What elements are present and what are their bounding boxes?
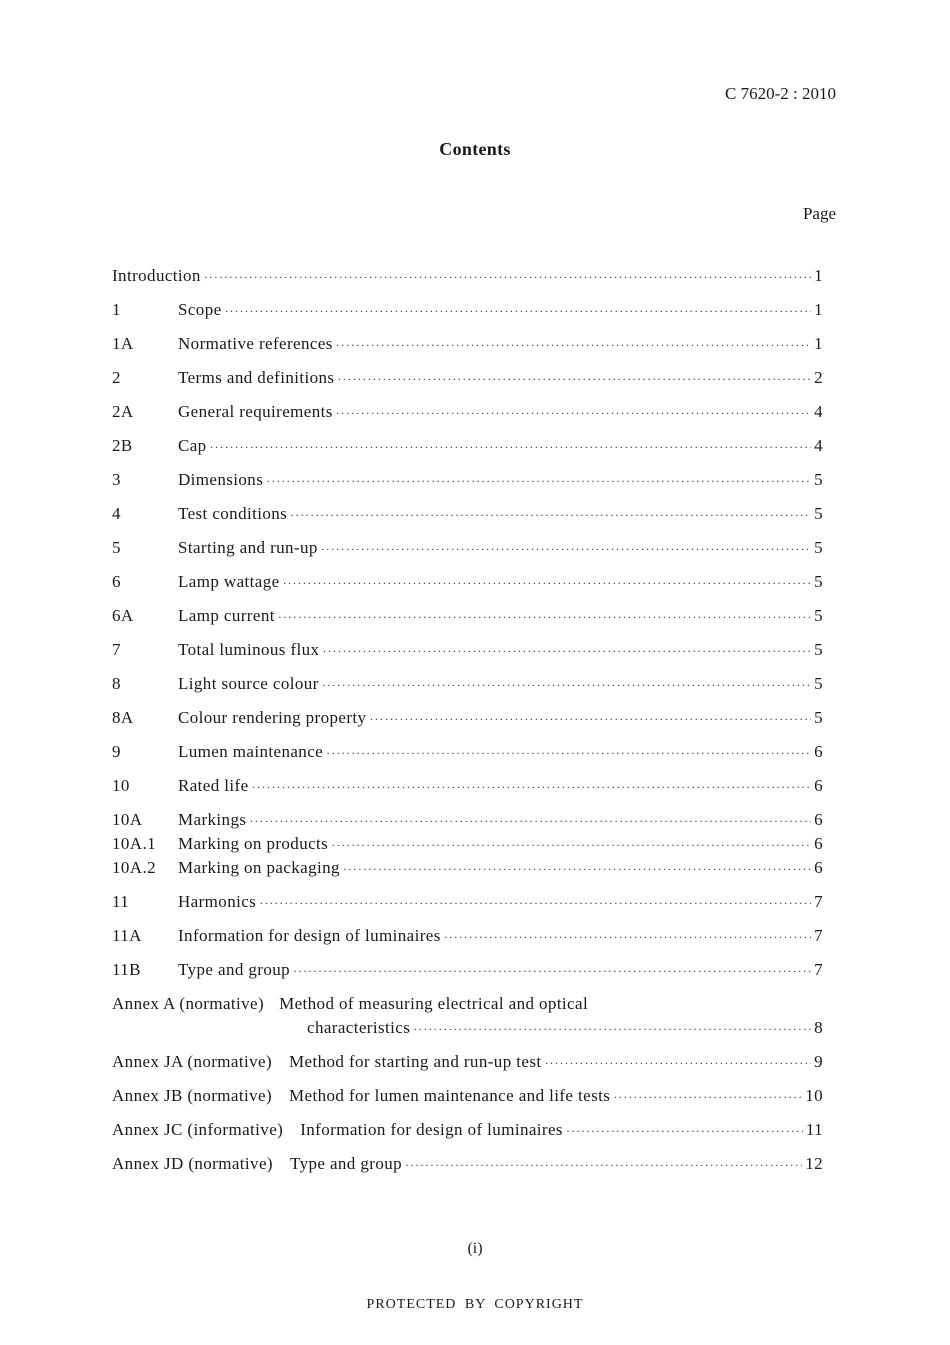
toc-page: 4 (814, 402, 823, 421)
toc-page: 5 (814, 538, 823, 557)
dot-leader (337, 367, 811, 391)
dot-leader (322, 639, 811, 663)
toc-number: 11B (112, 960, 141, 979)
toc-page: 7 (814, 960, 823, 979)
toc-number: 2A (112, 402, 134, 421)
annex-title: Information for design of luminaires (300, 1120, 563, 1139)
toc-entry[interactable] (112, 536, 823, 560)
toc-entry[interactable] (112, 774, 823, 798)
toc-entry[interactable] (112, 366, 823, 390)
toc-title: Lamp current (178, 606, 275, 625)
dot-leader (252, 775, 812, 799)
toc-page: 11 (805, 1120, 823, 1139)
toc-title: Dimensions (178, 470, 264, 489)
dot-leader (225, 299, 812, 323)
toc-entry[interactable] (112, 468, 823, 492)
toc-page: 7 (814, 892, 823, 911)
annex-entry-continuation[interactable] (112, 1016, 823, 1040)
toc-number: 5 (112, 538, 121, 557)
toc-number: 10 (112, 776, 130, 795)
dot-leader (290, 503, 811, 527)
toc-entry[interactable] (112, 832, 823, 856)
toc-page: 12 (805, 1154, 823, 1173)
toc-entry[interactable] (112, 638, 823, 662)
dot-leader (249, 809, 811, 833)
toc-page: 5 (814, 572, 823, 591)
toc-page: 7 (814, 926, 823, 945)
toc-page: 1 (814, 266, 823, 285)
dot-leader (210, 435, 812, 459)
annex-entry[interactable] (112, 1152, 823, 1176)
toc-page: 10 (805, 1086, 823, 1105)
toc-number: 2B (112, 436, 133, 455)
toc-number: 4 (112, 504, 121, 523)
toc-title: Lamp wattage (178, 572, 280, 591)
dot-leader (413, 1017, 811, 1041)
annex-label: Annex JD (normative) (112, 1154, 273, 1173)
toc-number: 11 (112, 892, 130, 911)
dot-leader (266, 469, 811, 493)
toc-entry[interactable] (112, 400, 823, 424)
toc-number: 10A (112, 810, 143, 829)
toc-number: 6 (112, 572, 121, 591)
toc-title: Markings (178, 810, 247, 829)
toc-title: Starting and run-up (178, 538, 318, 557)
toc-entry[interactable] (112, 332, 823, 356)
toc-title: Terms and definitions (178, 368, 335, 387)
dot-leader (278, 605, 811, 629)
copyright-notice: PROTECTED BY COPYRIGHT (366, 1297, 584, 1312)
toc-title: Cap (178, 436, 207, 455)
toc-number: 1 (112, 300, 121, 319)
toc-entry[interactable] (112, 958, 823, 982)
dot-leader (259, 891, 811, 915)
toc-entry[interactable] (112, 890, 823, 914)
toc-title: Rated life (178, 776, 249, 795)
toc-page: 5 (814, 640, 823, 659)
annex-label: Annex JC (informative) (112, 1120, 284, 1139)
annex-title-line1: Method of measuring electrical and optical (279, 994, 589, 1013)
toc-entry[interactable] (112, 706, 823, 730)
dot-leader (336, 333, 811, 357)
toc-entry[interactable] (112, 434, 823, 458)
footer-page-number: (i) (467, 1240, 483, 1257)
toc-page: 9 (814, 1052, 823, 1071)
table-of-contents (112, 264, 823, 1176)
annex-label: Annex JA (normative) (112, 1052, 273, 1071)
toc-number: 1A (112, 334, 134, 353)
annex-title: Method for lumen maintenance and life tests (289, 1086, 611, 1105)
toc-title: Lumen maintenance (178, 742, 324, 761)
dot-leader (331, 833, 811, 857)
toc-title: Marking on packaging (178, 858, 340, 877)
toc-title: Marking on products (178, 834, 329, 853)
toc-number: 8A (112, 708, 134, 727)
toc-page: 6 (814, 742, 823, 761)
annex-title: Method for starting and run-up test (289, 1052, 542, 1071)
dot-leader (613, 1085, 802, 1109)
document-code: C 7620-2 : 2010 (725, 84, 836, 103)
toc-entry[interactable] (112, 570, 823, 594)
toc-number: 11A (112, 926, 142, 945)
toc-entry[interactable] (112, 604, 823, 628)
toc-title: Light source colour (178, 674, 319, 693)
toc-title: Scope (178, 300, 222, 319)
dot-leader (444, 925, 811, 949)
dot-leader (283, 571, 812, 595)
toc-number: 10A.1 (112, 834, 157, 853)
toc-number: 7 (112, 640, 121, 659)
toc-page: 6 (814, 776, 823, 795)
toc-page: 6 (814, 834, 823, 853)
toc-entry[interactable] (112, 672, 823, 696)
toc-entry[interactable] (112, 502, 823, 526)
annex-label: Annex A (normative) (112, 994, 265, 1013)
annex-entry[interactable] (112, 1084, 823, 1108)
toc-entry[interactable] (112, 298, 823, 322)
toc-number: 8 (112, 674, 121, 693)
toc-title: Normative references (178, 334, 333, 353)
toc-title: Introduction (112, 266, 201, 285)
toc-page: 5 (814, 708, 823, 727)
toc-entry[interactable] (112, 740, 823, 764)
toc-page: 4 (814, 436, 823, 455)
annex-entry[interactable] (112, 992, 823, 1016)
dot-leader (326, 741, 811, 765)
toc-entry[interactable] (112, 856, 823, 880)
dot-leader (405, 1153, 802, 1177)
annex-label: Annex JB (normative) (112, 1086, 273, 1105)
toc-page: 1 (814, 300, 823, 319)
toc-title: Harmonics (178, 892, 257, 911)
dot-leader (336, 401, 811, 425)
toc-page: 1 (814, 334, 823, 353)
dot-leader (369, 707, 811, 731)
dot-leader (204, 265, 811, 289)
annex-title: Type and group (289, 1154, 403, 1173)
toc-page: 5 (814, 504, 823, 523)
dot-leader (321, 537, 811, 561)
dot-leader (293, 959, 811, 983)
toc-title: Total luminous flux (178, 640, 320, 659)
toc-page: 5 (814, 606, 823, 625)
toc-title: General requirements (178, 402, 333, 421)
annex-title-line2: characteristics (307, 1018, 411, 1037)
toc-number: 2 (112, 368, 121, 387)
toc-page: 6 (814, 810, 823, 829)
toc-number: 6A (112, 606, 134, 625)
annex-entry[interactable] (112, 1050, 823, 1074)
toc-page: 5 (814, 674, 823, 693)
toc-entry[interactable] (112, 924, 823, 948)
dot-leader (544, 1051, 811, 1075)
page-column-label: Page (802, 204, 836, 223)
dot-leader (322, 673, 811, 697)
dot-leader (566, 1119, 803, 1143)
toc-number: 10A.2 (112, 858, 157, 877)
page-title: Contents (439, 139, 511, 159)
toc-page: 6 (814, 858, 823, 877)
toc-page: 5 (814, 470, 823, 489)
dot-leader (343, 857, 811, 881)
toc-page: 8 (814, 1018, 823, 1037)
toc-number: 3 (112, 470, 121, 489)
annex-entry[interactable] (112, 1118, 823, 1142)
toc-title: Test conditions (178, 504, 288, 523)
toc-number: 9 (112, 742, 121, 761)
toc-title: Type and group (178, 960, 291, 979)
toc-page: 2 (814, 368, 823, 387)
toc-title: Colour rendering property (178, 708, 367, 727)
toc-title: Information for design of luminaires (178, 926, 441, 945)
toc-entry-introduction[interactable] (112, 264, 823, 288)
toc-entry[interactable] (112, 808, 823, 832)
